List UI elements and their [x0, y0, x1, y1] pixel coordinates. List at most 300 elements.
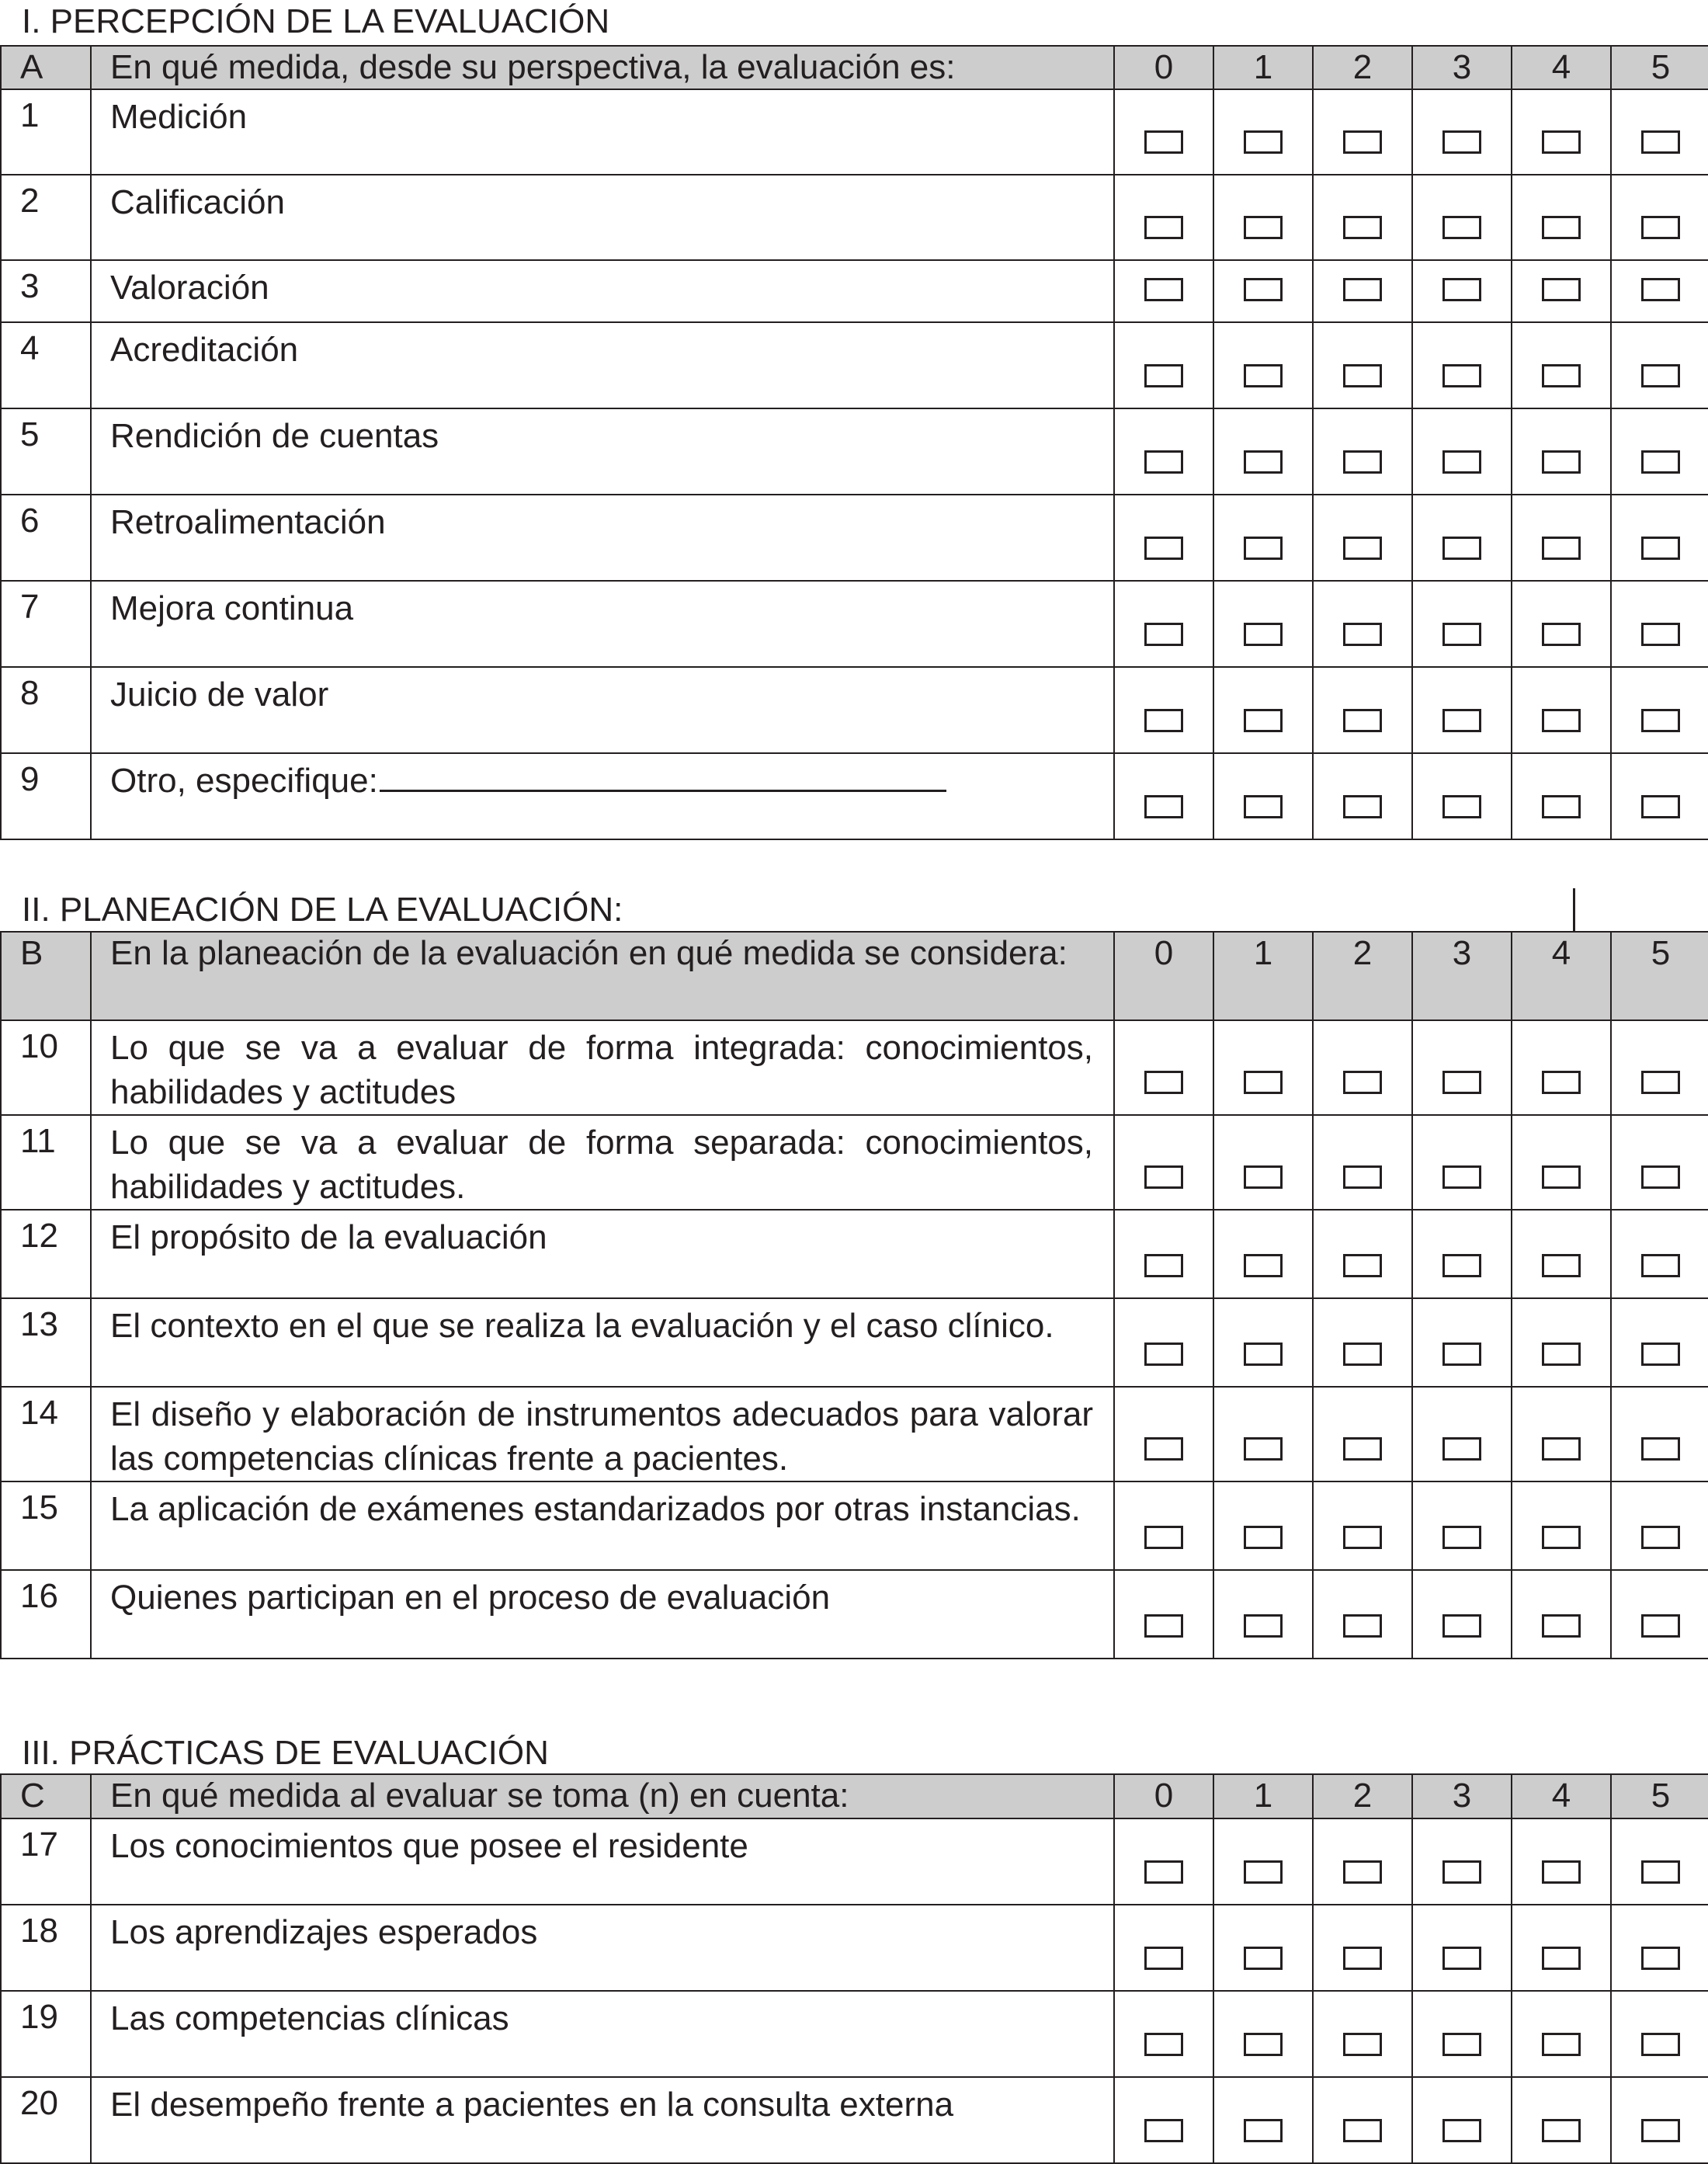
table-row	[1, 1020, 1708, 1115]
rating-checkbox-5[interactable]	[1641, 364, 1680, 387]
rating-cell	[1412, 581, 1512, 667]
rating-checkbox-2[interactable]	[1343, 364, 1382, 387]
rating-cell	[1611, 1298, 1708, 1387]
survey-table	[0, 1773, 1708, 2164]
item-text: Lo que se va a evaluar de forma separada: conocimientos, habilidades y actitudes.	[91, 1115, 1114, 1210]
scale-label: 2	[1313, 1774, 1412, 1818]
rating-cell	[1114, 1481, 1213, 1570]
table-row	[1, 2077, 1708, 2163]
rating-cell	[1213, 1115, 1313, 1210]
rating-checkbox-1[interactable]	[1244, 1614, 1283, 1638]
rating-cell	[1412, 1991, 1512, 2077]
rating-cell	[1313, 408, 1412, 495]
rating-checkbox-1[interactable]	[1244, 216, 1283, 239]
rating-cell	[1512, 260, 1611, 322]
rating-checkbox-4[interactable]	[1542, 537, 1581, 560]
rating-checkbox-2[interactable]	[1343, 2119, 1382, 2142]
rating-checkbox-0[interactable]	[1144, 278, 1183, 301]
rating-checkbox-2[interactable]	[1343, 450, 1382, 474]
rating-cell	[1114, 89, 1213, 175]
rating-checkbox-4[interactable]	[1542, 450, 1581, 474]
section-title: II. PLANEACIÓN DE LA EVALUACIÓN:	[22, 891, 623, 929]
rating-cell	[1313, 1818, 1412, 1905]
rating-checkbox-2[interactable]	[1343, 623, 1382, 646]
scale-label: 3	[1412, 932, 1512, 1020]
rating-cell	[1114, 495, 1213, 581]
rating-checkbox-0[interactable]	[1144, 1860, 1183, 1884]
item-number: 16	[1, 1570, 91, 1659]
rating-cell	[1313, 753, 1412, 839]
survey-table	[0, 931, 1708, 1659]
item-text: La aplicación de exámenes estandarizados por otras instancias.	[91, 1481, 1114, 1570]
rating-checkbox-1[interactable]	[1244, 364, 1283, 387]
rating-cell	[1213, 1570, 1313, 1659]
specify-answer-line[interactable]	[380, 759, 946, 792]
rating-cell	[1611, 2077, 1708, 2163]
rating-checkbox-5[interactable]	[1641, 1947, 1680, 1970]
rating-cell	[1512, 753, 1611, 839]
rating-checkbox-1[interactable]	[1244, 1437, 1283, 1461]
rating-checkbox-5[interactable]	[1641, 1860, 1680, 1884]
rating-checkbox-3[interactable]	[1442, 623, 1481, 646]
survey-table	[0, 45, 1708, 840]
item-text: Acreditación	[91, 322, 1114, 408]
item-number: 6	[1, 495, 91, 581]
table-row	[1, 322, 1708, 408]
rating-checkbox-4[interactable]	[1542, 1343, 1581, 1366]
rating-cell	[1313, 1570, 1412, 1659]
rating-checkbox-2[interactable]	[1343, 216, 1382, 239]
rating-checkbox-4[interactable]	[1542, 364, 1581, 387]
rating-checkbox-0[interactable]	[1144, 709, 1183, 732]
rating-checkbox-2[interactable]	[1343, 795, 1382, 818]
item-text: El diseño y elaboración de instrumentos adecuados para valorar las competencias clínicas frente a pacientes.	[91, 1387, 1114, 1481]
rating-checkbox-3[interactable]	[1442, 1071, 1481, 1094]
rating-checkbox-3[interactable]	[1442, 795, 1481, 818]
rating-checkbox-5[interactable]	[1641, 795, 1680, 818]
rating-checkbox-1[interactable]	[1244, 1343, 1283, 1366]
rating-checkbox-4[interactable]	[1542, 216, 1581, 239]
rating-cell	[1313, 1387, 1412, 1481]
rating-cell	[1611, 581, 1708, 667]
rating-checkbox-2[interactable]	[1343, 1165, 1382, 1189]
rating-checkbox-1[interactable]	[1244, 1947, 1283, 1970]
rating-cell	[1114, 1387, 1213, 1481]
rating-checkbox-0[interactable]	[1144, 364, 1183, 387]
item-text: El desempeño frente a pacientes en la consulta externa	[91, 2077, 1114, 2163]
rating-cell	[1611, 89, 1708, 175]
rating-checkbox-0[interactable]	[1144, 1165, 1183, 1189]
rating-cell	[1213, 1387, 1313, 1481]
rating-cell	[1213, 1020, 1313, 1115]
scale-label: 3	[1412, 46, 1512, 89]
rating-cell	[1611, 1570, 1708, 1659]
rating-checkbox-5[interactable]	[1641, 130, 1680, 154]
rating-checkbox-5[interactable]	[1641, 2033, 1680, 2056]
table-header-row	[1, 1774, 1708, 1818]
rating-cell	[1213, 495, 1313, 581]
rating-checkbox-0[interactable]	[1144, 1071, 1183, 1094]
rating-cell	[1512, 408, 1611, 495]
scale-label: 5	[1611, 1774, 1708, 1818]
rating-cell	[1213, 1905, 1313, 1991]
item-number: 1	[1, 89, 91, 175]
section-title: III. PRÁCTICAS DE EVALUACIÓN	[22, 1734, 549, 1772]
rating-checkbox-1[interactable]	[1244, 709, 1283, 732]
item-number: 8	[1, 667, 91, 753]
table-row	[1, 89, 1708, 175]
rating-cell	[1313, 260, 1412, 322]
rating-checkbox-5[interactable]	[1641, 1343, 1680, 1366]
rating-checkbox-5[interactable]	[1641, 537, 1680, 560]
item-number: 5	[1, 408, 91, 495]
rating-cell	[1313, 495, 1412, 581]
rating-cell	[1213, 1991, 1313, 2077]
scale-label: 4	[1512, 932, 1611, 1020]
item-number: 20	[1, 2077, 91, 2163]
rating-checkbox-2[interactable]	[1343, 1071, 1382, 1094]
rating-cell	[1512, 2077, 1611, 2163]
rating-cell	[1611, 1991, 1708, 2077]
item-text: El propósito de la evaluación	[91, 1210, 1114, 1298]
rating-checkbox-1[interactable]	[1244, 278, 1283, 301]
rating-checkbox-0[interactable]	[1144, 1614, 1183, 1638]
rating-cell	[1313, 1115, 1412, 1210]
rating-checkbox-1[interactable]	[1244, 1526, 1283, 1549]
scale-label: 0	[1114, 932, 1213, 1020]
item-number: 11	[1, 1115, 91, 1210]
rating-checkbox-1[interactable]	[1244, 1165, 1283, 1189]
rating-cell	[1412, 260, 1512, 322]
rating-cell	[1412, 322, 1512, 408]
rating-checkbox-5[interactable]	[1641, 1165, 1680, 1189]
rating-checkbox-2[interactable]	[1343, 1437, 1382, 1461]
table-row	[1, 408, 1708, 495]
rating-checkbox-5[interactable]	[1641, 1071, 1680, 1094]
rating-checkbox-0[interactable]	[1144, 216, 1183, 239]
item-text: Retroalimentación	[91, 495, 1114, 581]
table-header-row	[1, 932, 1708, 1020]
section-key: B	[1, 932, 91, 1020]
rating-cell	[1213, 322, 1313, 408]
rating-cell	[1114, 2077, 1213, 2163]
scale-label: 1	[1213, 46, 1313, 89]
rating-cell	[1114, 581, 1213, 667]
rating-checkbox-3[interactable]	[1442, 1860, 1481, 1884]
rating-checkbox-1[interactable]	[1244, 1071, 1283, 1094]
question-prompt: En la planeación de la evaluación en qué medida se considera:	[91, 932, 1114, 1020]
rating-checkbox-5[interactable]	[1641, 1614, 1680, 1638]
item-number: 12	[1, 1210, 91, 1298]
scale-label: 4	[1512, 46, 1611, 89]
rating-checkbox-3[interactable]	[1442, 364, 1481, 387]
rating-checkbox-3[interactable]	[1442, 1947, 1481, 1970]
rating-cell	[1412, 1115, 1512, 1210]
item-number: 10	[1, 1020, 91, 1115]
item-text: Mejora continua	[91, 581, 1114, 667]
rating-cell	[1412, 89, 1512, 175]
rating-cell	[1213, 667, 1313, 753]
rating-checkbox-1[interactable]	[1244, 537, 1283, 560]
rating-cell	[1114, 1818, 1213, 1905]
rating-checkbox-3[interactable]	[1442, 216, 1481, 239]
rating-checkbox-4[interactable]	[1542, 2033, 1581, 2056]
scale-label: 2	[1313, 46, 1412, 89]
rating-checkbox-0[interactable]	[1144, 1526, 1183, 1549]
rating-cell	[1313, 2077, 1412, 2163]
item-text: Quienes participan en el proceso de evaluación	[91, 1570, 1114, 1659]
question-prompt: En qué medida, desde su perspectiva, la evaluación es:	[91, 46, 1114, 89]
rating-cell	[1512, 322, 1611, 408]
rating-cell	[1412, 1481, 1512, 1570]
rating-checkbox-3[interactable]	[1442, 1254, 1481, 1277]
rating-checkbox-5[interactable]	[1641, 216, 1680, 239]
rating-cell	[1412, 667, 1512, 753]
rating-cell	[1213, 89, 1313, 175]
rating-checkbox-0[interactable]	[1144, 1343, 1183, 1366]
rating-cell	[1512, 1570, 1611, 1659]
item-number: 2	[1, 175, 91, 260]
rating-cell	[1114, 1570, 1213, 1659]
rating-cell	[1412, 1387, 1512, 1481]
rating-checkbox-1[interactable]	[1244, 2119, 1283, 2142]
item-text-with-field	[91, 753, 1114, 839]
rating-checkbox-5[interactable]	[1641, 1526, 1680, 1549]
rating-cell	[1114, 753, 1213, 839]
rating-cell	[1512, 1905, 1611, 1991]
table-row	[1, 495, 1708, 581]
item-number: 9	[1, 753, 91, 839]
rating-cell	[1412, 1570, 1512, 1659]
item-text: Valoración	[91, 260, 1114, 322]
rating-checkbox-4[interactable]	[1542, 130, 1581, 154]
rating-checkbox-4[interactable]	[1542, 709, 1581, 732]
rating-checkbox-5[interactable]	[1641, 2119, 1680, 2142]
rating-cell	[1114, 260, 1213, 322]
rating-cell	[1611, 260, 1708, 322]
rating-checkbox-0[interactable]	[1144, 1254, 1183, 1277]
rating-cell	[1611, 1020, 1708, 1115]
rating-checkbox-4[interactable]	[1542, 1165, 1581, 1189]
rating-checkbox-0[interactable]	[1144, 1947, 1183, 1970]
rating-checkbox-1[interactable]	[1244, 450, 1283, 474]
rating-checkbox-4[interactable]	[1542, 1614, 1581, 1638]
rating-checkbox-3[interactable]	[1442, 2033, 1481, 2056]
scale-label: 1	[1213, 932, 1313, 1020]
rating-cell	[1611, 667, 1708, 753]
rating-checkbox-0[interactable]	[1144, 450, 1183, 474]
section-key: C	[1, 1774, 91, 1818]
item-text: Los aprendizajes esperados	[91, 1905, 1114, 1991]
rating-checkbox-4[interactable]	[1542, 1437, 1581, 1461]
rating-cell	[1611, 175, 1708, 260]
rating-checkbox-2[interactable]	[1343, 1343, 1382, 1366]
item-text: Otro, especifique:	[110, 762, 378, 800]
rating-checkbox-4[interactable]	[1542, 1254, 1581, 1277]
rating-checkbox-0[interactable]	[1144, 130, 1183, 154]
table-row	[1, 1905, 1708, 1991]
rating-cell	[1114, 1905, 1213, 1991]
rating-checkbox-4[interactable]	[1542, 278, 1581, 301]
rating-checkbox-3[interactable]	[1442, 450, 1481, 474]
scale-label: 4	[1512, 1774, 1611, 1818]
rating-checkbox-3[interactable]	[1442, 130, 1481, 154]
section-title: I. PERCEPCIÓN DE LA EVALUACIÓN	[22, 2, 610, 40]
rating-checkbox-0[interactable]	[1144, 623, 1183, 646]
scale-label: 2	[1313, 932, 1412, 1020]
rating-cell	[1213, 1818, 1313, 1905]
rating-checkbox-1[interactable]	[1244, 2033, 1283, 2056]
rating-cell	[1512, 1991, 1611, 2077]
rating-checkbox-4[interactable]	[1542, 2119, 1581, 2142]
rating-checkbox-0[interactable]	[1144, 1437, 1183, 1461]
rating-cell	[1412, 495, 1512, 581]
rating-checkbox-5[interactable]	[1641, 709, 1680, 732]
item-text: El contexto en el que se realiza la evaluación y el caso clínico.	[91, 1298, 1114, 1387]
rating-cell	[1213, 2077, 1313, 2163]
rating-cell	[1412, 1020, 1512, 1115]
rating-checkbox-0[interactable]	[1144, 537, 1183, 560]
rating-cell	[1313, 1905, 1412, 1991]
rating-cell	[1412, 1905, 1512, 1991]
rating-checkbox-2[interactable]	[1343, 1947, 1382, 1970]
rating-cell	[1313, 1991, 1412, 2077]
rating-checkbox-3[interactable]	[1442, 1614, 1481, 1638]
rating-cell	[1611, 1481, 1708, 1570]
table-row	[1, 1210, 1708, 1298]
rating-checkbox-2[interactable]	[1343, 537, 1382, 560]
rating-checkbox-2[interactable]	[1343, 278, 1382, 301]
scale-label: 1	[1213, 1774, 1313, 1818]
rating-checkbox-3[interactable]	[1442, 709, 1481, 732]
rating-checkbox-2[interactable]	[1343, 1254, 1382, 1277]
rating-checkbox-3[interactable]	[1442, 537, 1481, 560]
table-row	[1, 260, 1708, 322]
table-header-row	[1, 46, 1708, 89]
rating-checkbox-5[interactable]	[1641, 1254, 1680, 1277]
item-number: 17	[1, 1818, 91, 1905]
rating-cell	[1114, 1210, 1213, 1298]
rating-checkbox-1[interactable]	[1244, 795, 1283, 818]
scale-label: 0	[1114, 1774, 1213, 1818]
item-number: 13	[1, 1298, 91, 1387]
rating-cell	[1512, 175, 1611, 260]
rating-checkbox-1[interactable]	[1244, 623, 1283, 646]
rating-cell	[1412, 175, 1512, 260]
rating-checkbox-4[interactable]	[1542, 1860, 1581, 1884]
rating-cell	[1213, 1481, 1313, 1570]
item-text: Rendición de cuentas	[91, 408, 1114, 495]
rating-cell	[1114, 1020, 1213, 1115]
rating-checkbox-5[interactable]	[1641, 623, 1680, 646]
item-number: 19	[1, 1991, 91, 2077]
rating-cell	[1213, 753, 1313, 839]
rating-cell	[1313, 1210, 1412, 1298]
rating-cell	[1412, 2077, 1512, 2163]
rating-cell	[1313, 322, 1412, 408]
rating-checkbox-1[interactable]	[1244, 130, 1283, 154]
rating-checkbox-4[interactable]	[1542, 1526, 1581, 1549]
table-row	[1, 667, 1708, 753]
rating-checkbox-0[interactable]	[1144, 795, 1183, 818]
item-text: Calificación	[91, 175, 1114, 260]
rating-cell	[1213, 260, 1313, 322]
table-row	[1, 753, 1708, 839]
item-text: Lo que se va a evaluar de forma integrada: conocimientos, habilidades y actitudes	[91, 1020, 1114, 1115]
rating-cell	[1512, 89, 1611, 175]
rating-cell	[1512, 1020, 1611, 1115]
rating-checkbox-3[interactable]	[1442, 1437, 1481, 1461]
rating-checkbox-2[interactable]	[1343, 1614, 1382, 1638]
rating-cell	[1512, 1481, 1611, 1570]
rating-cell	[1512, 1298, 1611, 1387]
rating-checkbox-3[interactable]	[1442, 1343, 1481, 1366]
rating-checkbox-2[interactable]	[1343, 2033, 1382, 2056]
rating-checkbox-2[interactable]	[1343, 709, 1382, 732]
rating-checkbox-4[interactable]	[1542, 623, 1581, 646]
section-key: A	[1, 46, 91, 89]
rating-cell	[1313, 581, 1412, 667]
rating-cell	[1611, 1387, 1708, 1481]
item-number: 7	[1, 581, 91, 667]
rating-cell	[1412, 1210, 1512, 1298]
scale-label: 0	[1114, 46, 1213, 89]
rating-cell	[1114, 175, 1213, 260]
item-number: 3	[1, 260, 91, 322]
scale-label: 5	[1611, 46, 1708, 89]
rating-checkbox-2[interactable]	[1343, 130, 1382, 154]
rating-checkbox-4[interactable]	[1542, 795, 1581, 818]
table-row	[1, 1991, 1708, 2077]
rating-checkbox-4[interactable]	[1542, 1071, 1581, 1094]
scale-label: 5	[1611, 932, 1708, 1020]
rating-cell	[1512, 1818, 1611, 1905]
rating-checkbox-1[interactable]	[1244, 1254, 1283, 1277]
rating-cell	[1611, 1210, 1708, 1298]
item-text: Juicio de valor	[91, 667, 1114, 753]
rating-checkbox-3[interactable]	[1442, 1165, 1481, 1189]
rating-cell	[1412, 1818, 1512, 1905]
edit-mark	[1573, 888, 1575, 932]
rating-checkbox-2[interactable]	[1343, 1860, 1382, 1884]
item-number: 18	[1, 1905, 91, 1991]
rating-cell	[1313, 175, 1412, 260]
rating-cell	[1313, 1298, 1412, 1387]
rating-checkbox-3[interactable]	[1442, 1526, 1481, 1549]
rating-checkbox-0[interactable]	[1144, 2033, 1183, 2056]
rating-cell	[1611, 1818, 1708, 1905]
rating-checkbox-4[interactable]	[1542, 1947, 1581, 1970]
scale-label: 3	[1412, 1774, 1512, 1818]
rating-checkbox-3[interactable]	[1442, 278, 1481, 301]
table-row	[1, 1481, 1708, 1570]
rating-cell	[1611, 495, 1708, 581]
rating-cell	[1412, 753, 1512, 839]
rating-checkbox-0[interactable]	[1144, 2119, 1183, 2142]
rating-cell	[1114, 667, 1213, 753]
rating-checkbox-3[interactable]	[1442, 2119, 1481, 2142]
rating-checkbox-1[interactable]	[1244, 1860, 1283, 1884]
rating-checkbox-5[interactable]	[1641, 450, 1680, 474]
question-prompt: En qué medida al evaluar se toma (n) en cuenta:	[91, 1774, 1114, 1818]
rating-cell	[1412, 408, 1512, 495]
rating-checkbox-5[interactable]	[1641, 278, 1680, 301]
table-row	[1, 1570, 1708, 1659]
item-number: 4	[1, 322, 91, 408]
rating-checkbox-2[interactable]	[1343, 1526, 1382, 1549]
rating-cell	[1213, 581, 1313, 667]
rating-checkbox-5[interactable]	[1641, 1437, 1680, 1461]
